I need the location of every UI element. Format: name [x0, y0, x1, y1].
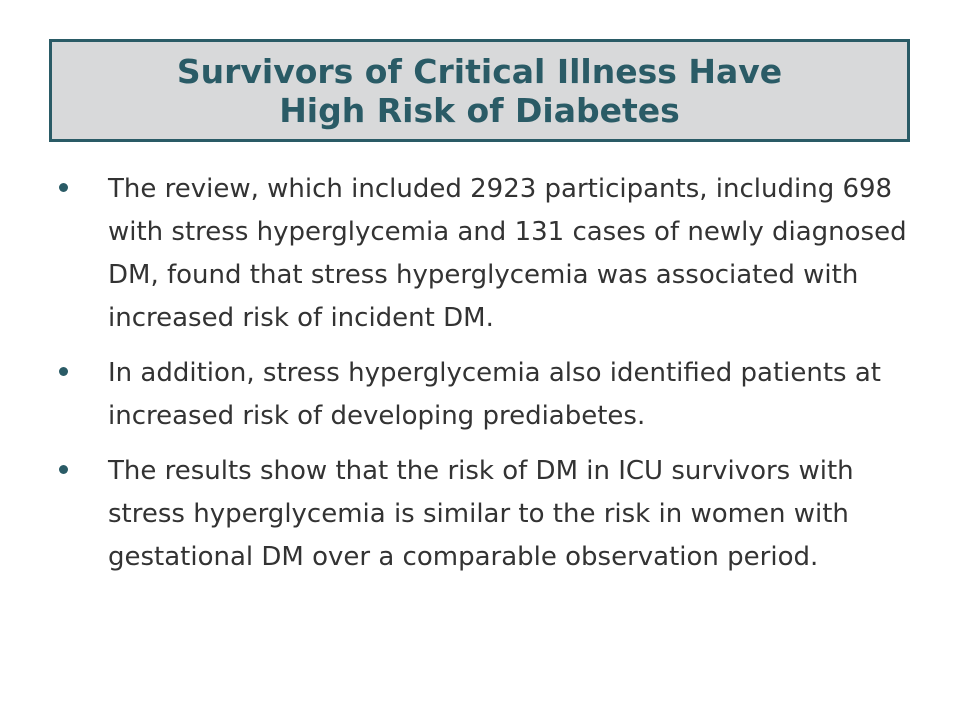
bullet-item: [52, 450, 912, 579]
title-box: [49, 39, 910, 142]
bullet-dot-icon: [59, 465, 68, 474]
slide-title-line-2: High Risk of Diabetes: [279, 90, 680, 130]
bullet-item: [52, 352, 912, 438]
slide-title-line-1: Survivors of Critical Illness Have: [176, 51, 783, 91]
bullet-text: The results show that the risk of DM in ICU survivors with stress hyperglycemia is similar to the risk in women with gestational DM over a comparable observation period.: [108, 456, 854, 572]
bullet-text: The review, which included 2923 participants, including 698 with stress hyperglycemia and 131 cases of newly diagnosed DM, found that stress hyperglycemia was associated with increased risk of incident DM.: [108, 174, 907, 333]
bullet-dot-icon: [59, 367, 68, 376]
bullet-text: In addition, stress hyperglycemia also identified patients at increased risk of developing prediabetes.: [108, 358, 881, 431]
bullet-dot-icon: [59, 183, 68, 192]
bullet-item: [52, 168, 912, 340]
bullet-list: [52, 168, 912, 591]
